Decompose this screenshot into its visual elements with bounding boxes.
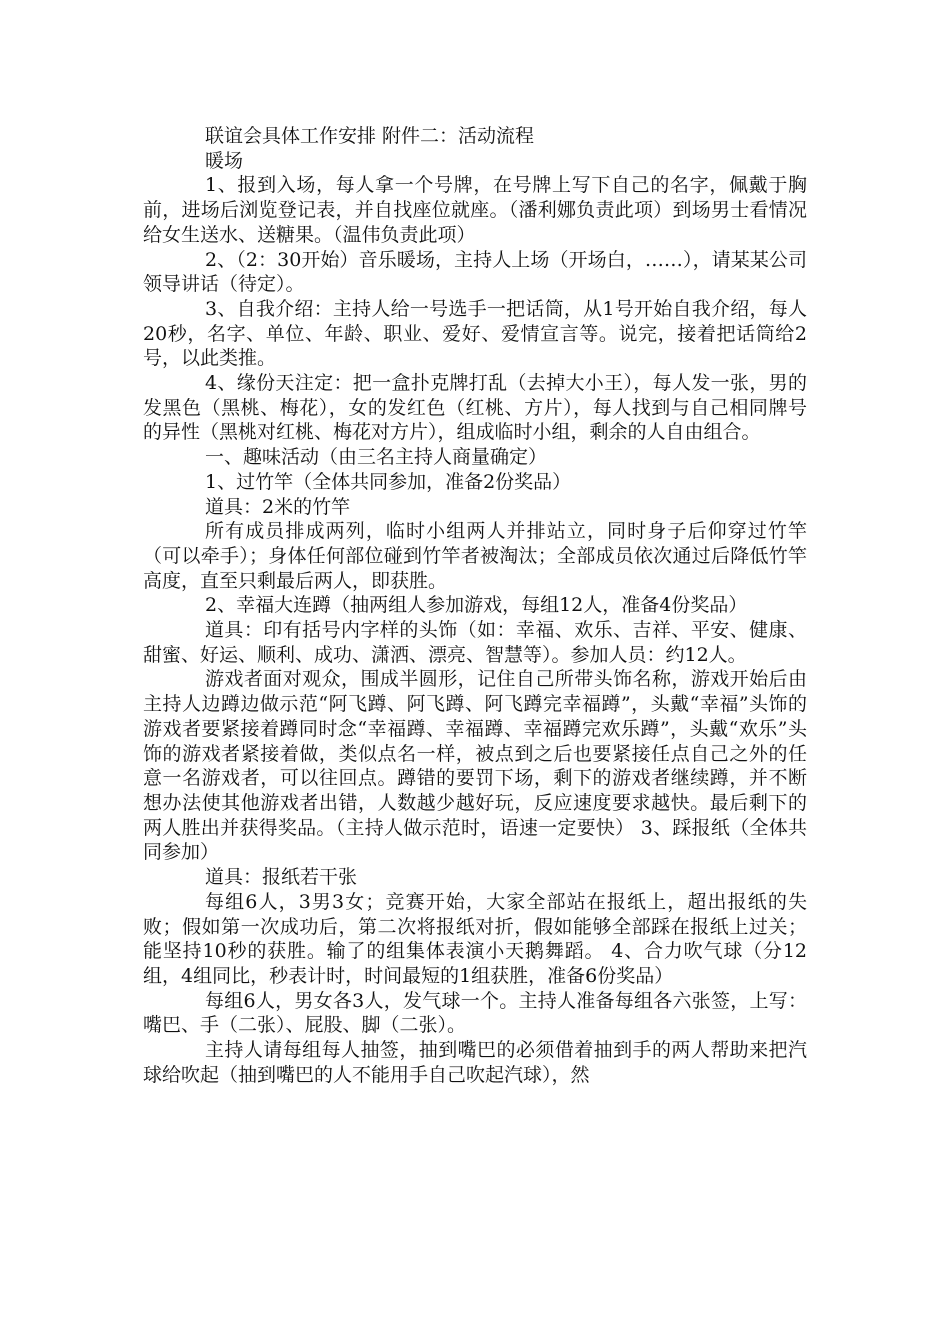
section-heading-warmup: 暖场	[205, 149, 244, 172]
paragraph: 4、缘份天注定：把一盒扑克牌打乱（去掉大小王），每人发一张，男的发黑色（黑桃、梅花），女的发红色（红桃、方片），每人找到与自己相同牌号的异性（黑桃对红桃、梅花对方片），组成临时小组，剩余的人自由组合。	[143, 372, 807, 444]
paragraph: 1、报到入场，每人拿一个号牌，在号牌上写下自己的名字，佩戴于胸前，进场后浏览登记表，并自找座位就座。（潘利娜负责此项）到场男士看情况给女生送水、送糖果。（温伟负责此项）	[143, 174, 807, 246]
paragraph: 2、（2：30开始）音乐暖场，主持人上场（开场白，……），请某某公司领导讲话（待定）。	[143, 248, 807, 296]
paragraph: 每组6人，3男3女；竞赛开始，大家全部站在报纸上，超出报纸的失败；假如第一次成功后，第二次将报纸对折，假如能够全部踩在报纸上过关；能坚持10秒的获胜。输了的组集体表演小天鹅舞蹈。 4、合力吹气球（分12组，4组同比，秒表计时，时间最短的1组获胜，准备6份奖品）	[143, 890, 807, 987]
paragraph: 2、幸福大连蹲（抽两组人参加游戏，每组12人，准备4份奖品）	[205, 594, 748, 617]
paragraph: 所有成员排成两列，临时小组两人并排站立，同时身子后仰穿过竹竿（可以牵手）；身体任何部位碰到竹竿者被淘汰；全部成员依次通过后降低竹竿高度，直至只剩最后两人，即获胜。	[143, 520, 807, 592]
document-title: 联谊会具体工作安排 附件二：活动流程	[205, 125, 535, 147]
paragraph: 道具：2米的竹竿	[205, 495, 351, 518]
paragraph: 游戏者面对观众，围成半圆形，记住自己所带头饰名称，游戏开始后由主持人边蹲边做示范“阿飞蹲、阿飞蹲、阿飞蹲完幸福蹲”，头戴“幸福”头饰的游戏者要紧接着蹲同时念“幸福蹲、幸福蹲、幸福蹲完欢乐蹲”，头戴“欢乐”头饰的游戏者紧接着做，类似点名一样，被点到之后也要紧接任点自己之外的任意一名游戏者，可以往回点。蹲错的要罚下场，剩下的游戏者继续蹲，并不断想办法使其他游戏者出错，人数越少越好玩，反应速度要求越快。最后剩下的两人胜出并获得奖品。（主持人做示范时，语速一定要快） 3、踩报纸（全体共同参加）	[143, 668, 807, 864]
section-heading-activities: 一、趣味活动（由三名主持人商量确定）	[205, 446, 548, 469]
paragraph: 1、过竹竿（全体共同参加，准备2份奖品）	[205, 470, 572, 493]
document-body	[143, 124, 807, 1087]
paragraph: 道具：印有括号内字样的头饰（如：幸福、欢乐、吉祥、平安、健康、甜蜜、好运、顺利、成功、潇洒、漂亮、智慧等）。参加人员：约12人。	[143, 619, 807, 666]
paragraph: 主持人请每组每人抽签，抽到嘴巴的必须借着抽到手的两人帮助来把汽球给吹起（抽到嘴巴的人不能用手自己吹起汽球），然	[143, 1039, 807, 1086]
paragraph: 每组6人，男女各3人，发气球一个。主持人准备每组各六张签，上写：嘴巴、手（二张）、屁股、脚（二张）。	[143, 989, 807, 1037]
paragraph: 3、自我介绍：主持人给一号选手一把话筒，从1号开始自我介绍，每人20秒，名字、单位、年龄、职业、爱好、爱情宣言等。说完，接着把话筒给2号，以此类推。	[143, 297, 807, 370]
paragraph: 道具：报纸若干张	[205, 866, 358, 889]
